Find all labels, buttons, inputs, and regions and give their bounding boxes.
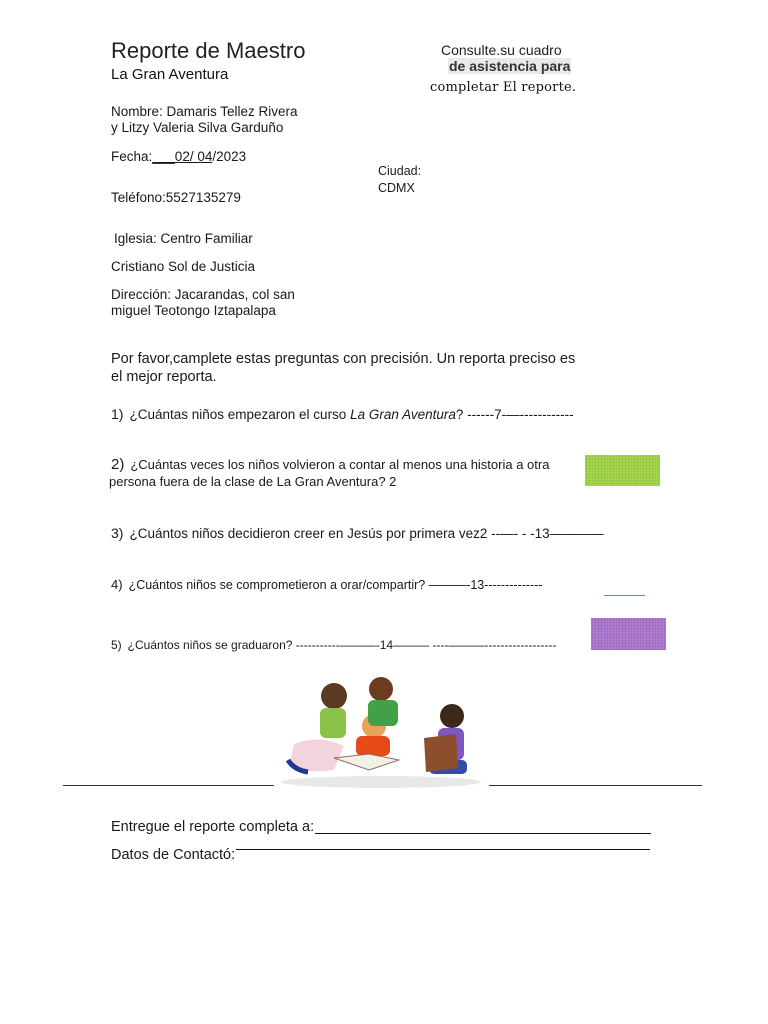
note-line-1: Consulte.su cuadro [441, 42, 562, 58]
report-title: Reporte de Maestro [111, 38, 306, 63]
children-reading-illustration [274, 674, 489, 790]
date-value: ___02/ 04 [152, 149, 213, 164]
deliver-label: Entregue el reporte completa a: [111, 819, 315, 835]
date-field [111, 149, 246, 164]
question-answer: ? ------7-—------------ [455, 407, 574, 422]
address-line-1: Dirección: Jacarandas, col san [111, 287, 295, 302]
intro-paragraph: Por favor,camplete estas preguntas con precisión. Un reporta preciso es el mejor reporta. [111, 351, 576, 385]
question-text: ¿Cuántos niños se comprometieron a orar/compartir? ———-13-------------- [128, 578, 543, 592]
question-text: ¿Cuántas veces los niños volvieron a contar al menos una historia a otra [130, 457, 550, 472]
deliver-line[interactable] [315, 833, 651, 834]
church-line-2: Cristiano Sol de Justicia [111, 259, 256, 274]
question-text: ¿Cuántos niños se graduaron? -----------———-14——— ----———------------------ [127, 638, 557, 652]
address-line-2: miguel Teotongo Iztapalapa [111, 303, 276, 318]
question-number: 3) [111, 525, 124, 541]
contact-line[interactable] [236, 849, 650, 850]
question-number: 1) [111, 406, 124, 422]
name-line-2: y Litzy Valeria Silva Garduño [111, 120, 284, 135]
name-line-1: Nombre: Damaris Tellez Rivera [111, 104, 298, 119]
contact-label: Datos de Contactó: [111, 847, 236, 863]
question-text: ¿Cuántas niños empezaron el curso [129, 407, 351, 422]
question-2 [111, 456, 549, 473]
question-4 [111, 577, 543, 592]
question-number: 4) [111, 577, 123, 592]
question-text: ¿Cuántos niños decidieron creer en Jesús por primera vez2 --—- - -13———— [129, 526, 604, 541]
city-value: CDMX [378, 181, 415, 195]
date-label: Fecha: [111, 149, 153, 164]
city-label: Ciudad: [378, 164, 422, 178]
question-number: 2) [111, 456, 125, 473]
course-name: La Gran Aventura [350, 407, 456, 422]
date-year: /2023 [212, 149, 247, 164]
question-3 [111, 525, 604, 541]
decorative-line [604, 595, 645, 596]
phone-field: Teléfono:5527135279 [111, 190, 241, 205]
note-line-3: completar El reporte. [430, 80, 577, 95]
question-1 [111, 406, 574, 422]
report-subtitle: La Gran Aventura [111, 66, 229, 83]
question-5 [111, 638, 556, 652]
divider-left [63, 785, 275, 786]
green-swatch [585, 455, 660, 486]
note-line-2: de asistencia para [449, 58, 571, 74]
question-number: 5) [111, 638, 122, 652]
purple-swatch [591, 618, 666, 650]
question-2-continued: persona fuera de la clase de La Gran Aventura? 2 [109, 474, 397, 489]
church-line-1: Iglesia: Centro Familiar [114, 231, 253, 246]
divider-right [488, 785, 702, 786]
